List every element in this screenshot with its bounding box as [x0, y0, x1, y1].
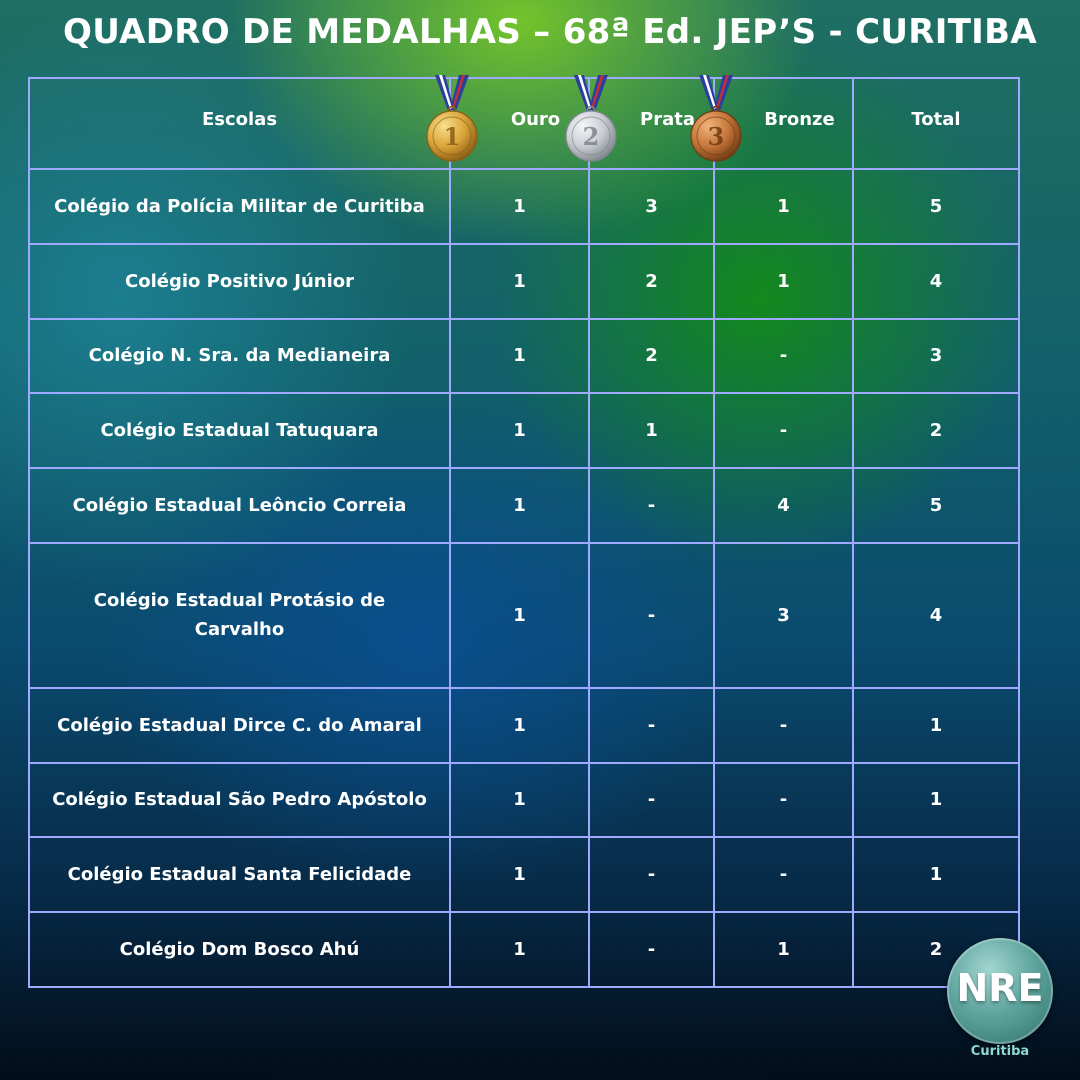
silver-count: - [589, 837, 714, 912]
gold-count: 1 [450, 393, 589, 468]
total-count: 2 [853, 393, 1019, 468]
medal-table [28, 77, 1020, 988]
total-count: 3 [853, 319, 1019, 394]
header-gold-label: Ouro [510, 109, 561, 130]
header-school-label: Escolas [201, 109, 278, 130]
school-name: Colégio Estadual Santa Felicidade [29, 837, 450, 912]
svg-text:3: 3 [707, 122, 725, 151]
svg-text:2: 2 [582, 122, 600, 151]
total-count: 2 [853, 912, 1019, 987]
total-count: 5 [853, 169, 1019, 244]
gold-count: 1 [450, 912, 589, 987]
silver-count: - [589, 688, 714, 763]
school-name: Colégio Estadual Leôncio Correia [29, 468, 450, 543]
total-count: 4 [853, 543, 1019, 688]
table-row [29, 319, 1019, 394]
header-bronze-label: Bronze [764, 109, 835, 130]
bronze-count: 1 [714, 912, 853, 987]
silver-medal-icon [562, 75, 620, 163]
bronze-count: 4 [714, 468, 853, 543]
gold-count: 1 [450, 688, 589, 763]
total-count: 5 [853, 468, 1019, 543]
school-name: Colégio Estadual Protásio de Carvalho [29, 543, 450, 688]
silver-count: - [589, 468, 714, 543]
bronze-count: 3 [714, 543, 853, 688]
gold-count: 1 [450, 319, 589, 394]
total-count: 4 [853, 244, 1019, 319]
table-row [29, 763, 1019, 838]
table-row [29, 837, 1019, 912]
gold-count: 1 [450, 763, 589, 838]
silver-count: 2 [589, 319, 714, 394]
table-header-row [29, 78, 1019, 169]
school-name: Colégio Dom Bosco Ahú [29, 912, 450, 987]
total-count: 1 [853, 688, 1019, 763]
bronze-count: - [714, 319, 853, 394]
school-name: Colégio Positivo Júnior [29, 244, 450, 319]
bronze-count: - [714, 763, 853, 838]
page-title: QUADRO DE MEDALHAS – 68ª Ed. JEP’S - CURITIBA [63, 12, 1037, 52]
gold-medal-icon [423, 75, 481, 163]
header-total-label: Total [911, 109, 961, 130]
school-name: Colégio Estadual Tatuquara [29, 393, 450, 468]
total-count: 1 [853, 763, 1019, 838]
header-total [853, 78, 1019, 169]
table-row [29, 393, 1019, 468]
school-name: Colégio Estadual São Pedro Apóstolo [29, 763, 450, 838]
silver-count: 3 [589, 169, 714, 244]
silver-count: 2 [589, 244, 714, 319]
silver-count: - [589, 543, 714, 688]
gold-count: 1 [450, 244, 589, 319]
svg-text:1: 1 [443, 122, 461, 151]
logo-subtitle: Curitiba [970, 1044, 1030, 1059]
gold-count: 1 [450, 543, 589, 688]
bronze-count: - [714, 837, 853, 912]
bronze-count: 1 [714, 244, 853, 319]
header-school [29, 78, 450, 169]
gold-count: 1 [450, 837, 589, 912]
total-count: 1 [853, 837, 1019, 912]
header-silver-label: Prata [640, 109, 695, 130]
school-name: Colégio Estadual Dirce C. do Amaral [29, 688, 450, 763]
silver-count: - [589, 912, 714, 987]
bronze-count: - [714, 688, 853, 763]
silver-count: - [589, 763, 714, 838]
table-row [29, 688, 1019, 763]
bronze-count: 1 [714, 169, 853, 244]
school-name: Colégio da Polícia Militar de Curitiba [29, 169, 450, 244]
silver-count: 1 [589, 393, 714, 468]
table-row [29, 169, 1019, 244]
bronze-medal-icon [687, 75, 745, 163]
table-row [29, 912, 1019, 987]
logo-text: NRE [956, 966, 1044, 1010]
school-name: Colégio N. Sra. da Medianeira [29, 319, 450, 394]
header-bronze [707, 78, 853, 169]
table-row [29, 543, 1019, 688]
nre-logo [947, 938, 1053, 1044]
bronze-count: - [714, 393, 853, 468]
table-row [29, 468, 1019, 543]
gold-count: 1 [450, 169, 589, 244]
gold-count: 1 [450, 468, 589, 543]
table-row [29, 244, 1019, 319]
